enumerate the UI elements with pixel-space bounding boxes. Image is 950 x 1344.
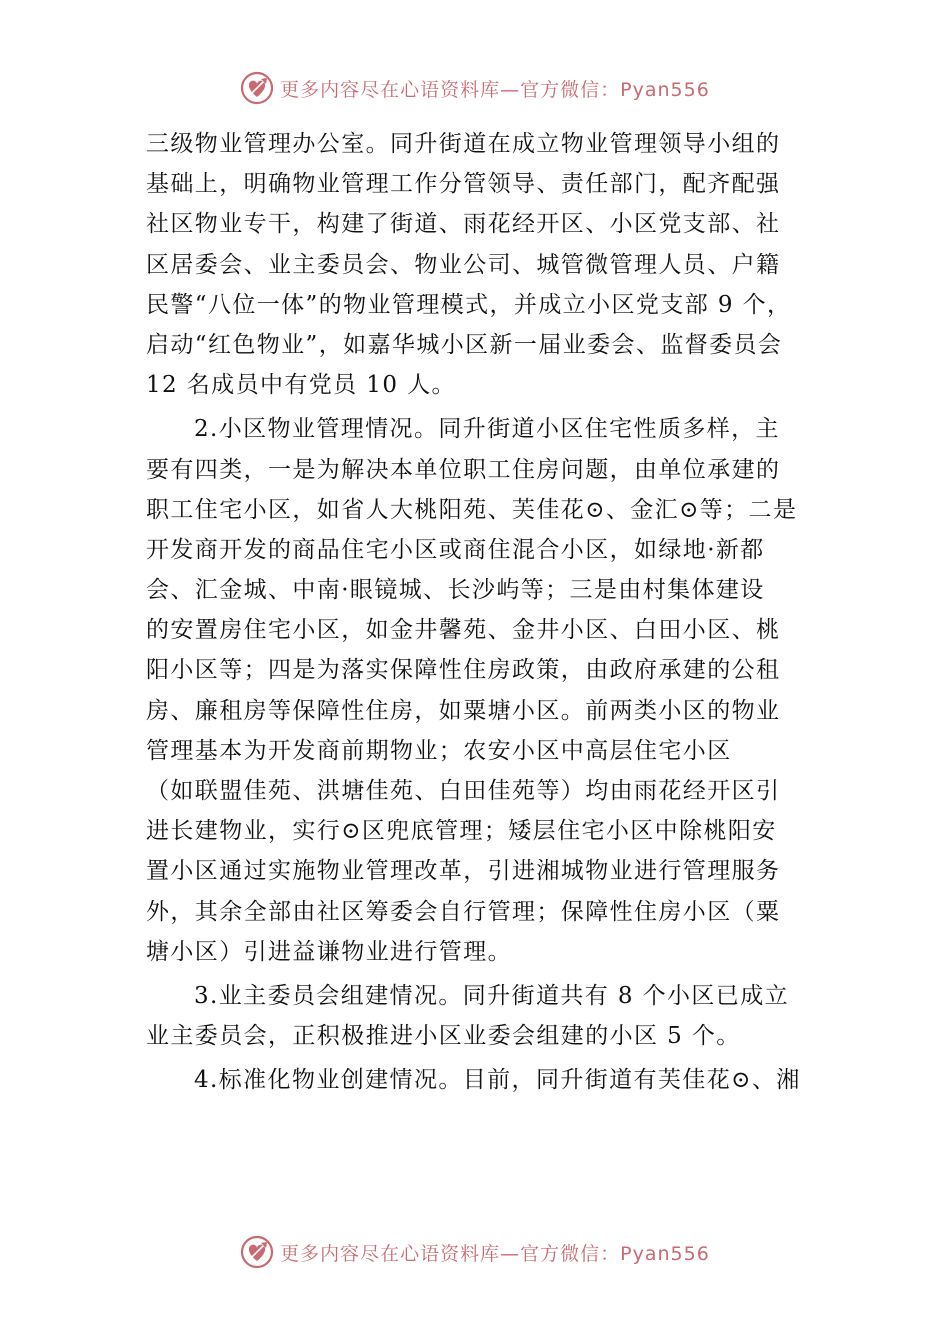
text-line: 塘小区）引进益谦物业进行管理。	[146, 938, 512, 965]
text-line: 社区物业专干，构建了街道、雨花经开区、小区党支部、社	[146, 211, 781, 238]
heart-logo-icon	[240, 71, 274, 105]
text-line: 三级物业管理办公室。同升街道在成立物业管理领导小组的	[146, 131, 781, 157]
text-line: 民警“八位一体”的物业管理模式，并成立小区党支部 9 个，	[146, 291, 792, 318]
text-line: 会、汇金城、中南·眼镜城、长沙屿等；三是由村集体建设	[146, 577, 765, 604]
text-line: 4.标准化物业创建情况。目前，同升街道有芙佳花⊙、湘	[194, 1067, 801, 1094]
text-line: 要有四类，一是为解决本单位职工住房问题，由单位承建的	[146, 456, 781, 483]
heart-logo-icon	[240, 1235, 274, 1269]
text-line: 阳小区等；四是为落实保障性住房政策，由政府承建的公租	[146, 657, 781, 684]
watermark-text: 更多内容尽在心语资料库—官方微信：Pyan556	[280, 78, 710, 101]
text-line: （如联盟佳苑、洪塘佳苑、白田佳苑等）均由雨花经开区引	[146, 778, 781, 804]
text-line: 2.小区物业管理情况。同升街道小区住宅性质多样，主	[194, 416, 780, 443]
text-line: 管理基本为开发商前期物业；农安小区中高层住宅小区	[146, 737, 732, 764]
paragraph-1	[146, 124, 822, 405]
text-line: 外，其余全部由社区筹委会自行管理；保障性住房小区（粟	[146, 898, 781, 925]
text-line: 房、廉租房等保障性住房，如粟塘小区。前两类小区的物业	[146, 697, 781, 724]
text-line: 12 名成员中有党员 10 人。	[146, 372, 456, 399]
document-body	[146, 124, 822, 1101]
watermark-footer	[0, 1230, 950, 1274]
watermark-text: 更多内容尽在心语资料库—官方微信：Pyan556	[280, 1242, 710, 1265]
text-line: 区居委会、业主委员会、物业公司、城管微管理人员、户籍	[146, 251, 781, 278]
text-line: 启动“红色物业”，如嘉华城小区新一届业委会、监督委员会	[146, 331, 783, 358]
text-line: 置小区通过实施物业管理改革，引进湘城物业进行管理服务	[146, 858, 781, 885]
paragraph-2	[146, 409, 822, 972]
text-line: 开发商开发的商品住宅小区或商住混合小区，如绿地·新都	[146, 536, 765, 563]
paragraph-3	[146, 976, 822, 1056]
text-line: 进长建物业，实行⊙区兜底管理；矮层住宅小区中除桃阳安	[146, 818, 777, 845]
text-line: 业主委员会，正积极推进小区业委会组建的小区 5 个。	[146, 1023, 741, 1050]
text-line: 职工住宅小区，如省人大桃阳苑、芙佳花⊙、金汇⊙等；二是	[146, 496, 798, 523]
text-line: 基础上，明确物业管理工作分管领导、责任部门，配齐配强	[146, 171, 781, 198]
paragraph-4	[146, 1060, 822, 1100]
text-line: 3.业主委员会组建情况。同升街道共有 8 个小区已成立	[194, 982, 789, 1009]
text-line: 的安置房住宅小区，如金井馨苑、金井小区、白田小区、桃	[146, 617, 781, 644]
watermark-header	[0, 66, 950, 110]
